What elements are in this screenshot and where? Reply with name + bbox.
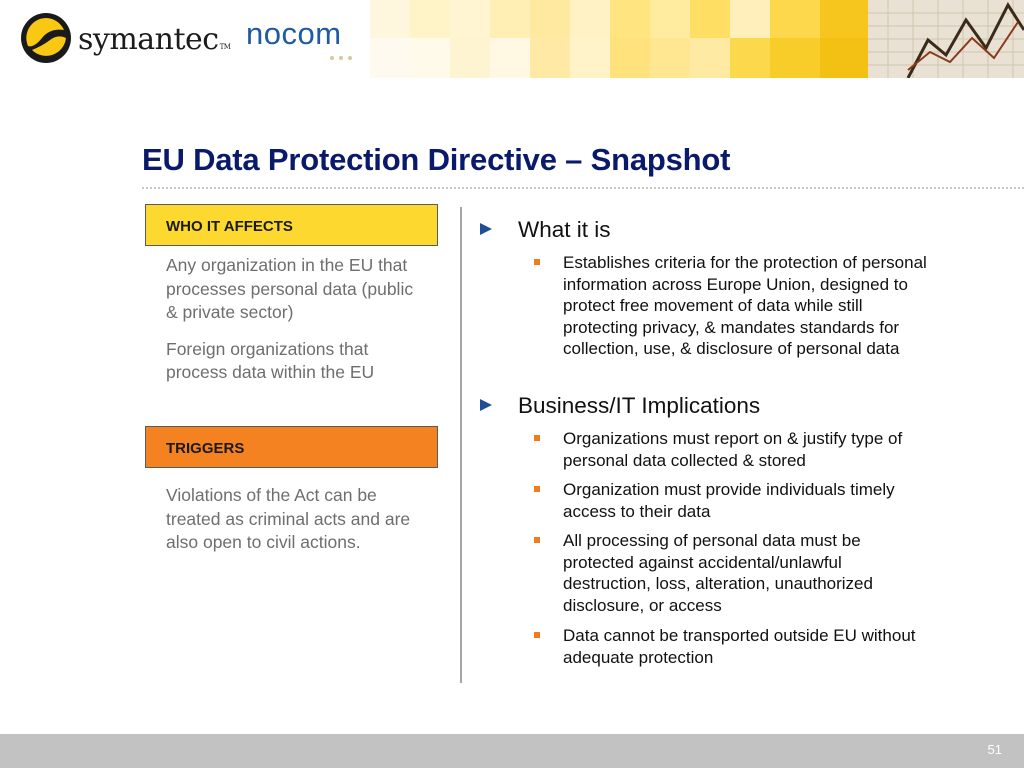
who-it-affects-header [145,204,438,246]
slide-title: EU Data Protection Directive – Snapshot [142,142,731,177]
who-it-affects-text [166,254,416,385]
header-banner [0,0,1024,78]
triggers-text [166,484,416,555]
bullet-item: Data cannot be transported outside EU without adequate protection [534,625,934,668]
bullet-item: Organization must provide individuals timely access to their data [534,479,934,522]
symantec-logo [20,12,240,66]
who-it-affects-label: WHO IT AFFECTS [166,218,293,235]
square-bullet-icon [534,632,540,638]
arrow-bullet-icon [480,223,492,235]
column-divider [460,207,462,683]
section-heading-business-it: Business/IT Implications [480,393,760,419]
square-bullet-icon [534,537,540,543]
title-divider [142,187,1024,189]
symantec-wordmark: symantecTM [78,22,231,57]
nocom-wordmark: nocom [246,16,342,51]
triggers-paragraph: Violations of the Act can be treated as criminal acts and are also open to civil actions. [166,485,411,552]
bullet-item: All processing of personal data must be protected against accidental/unlawful destruction, loss, alteration, unauthorized disclosure, or access [534,530,934,616]
nocom-logo [246,16,376,56]
triggers-label: TRIGGERS [166,440,245,457]
section-heading-what-it-is: What it is [480,217,611,243]
square-bullet-icon [534,435,540,441]
symantec-mark-icon [20,12,72,64]
bullet-item: Organizations must report on & justify type of personal data collected & stored [534,428,934,471]
square-bullet-icon [534,486,540,492]
arrow-bullet-icon [480,399,492,411]
who-paragraph: Foreign organizations that process data within the EU [166,338,375,382]
who-paragraph: Any organization in the EU that processes personal data (public & private sector) [166,255,414,322]
page-number: 51 [987,742,1002,757]
triggers-header [145,426,438,468]
chart-photo-image [868,0,1024,78]
square-bullet-icon [534,259,540,265]
bullet-item: Establishes criteria for the protection of personal information across Europe Union, designed to protect free movement of data while still protecting privacy, & mandates standards for collection, use, & disclosure of personal data [534,252,934,360]
footer-bar [0,734,1024,768]
nocom-dots [330,47,357,65]
